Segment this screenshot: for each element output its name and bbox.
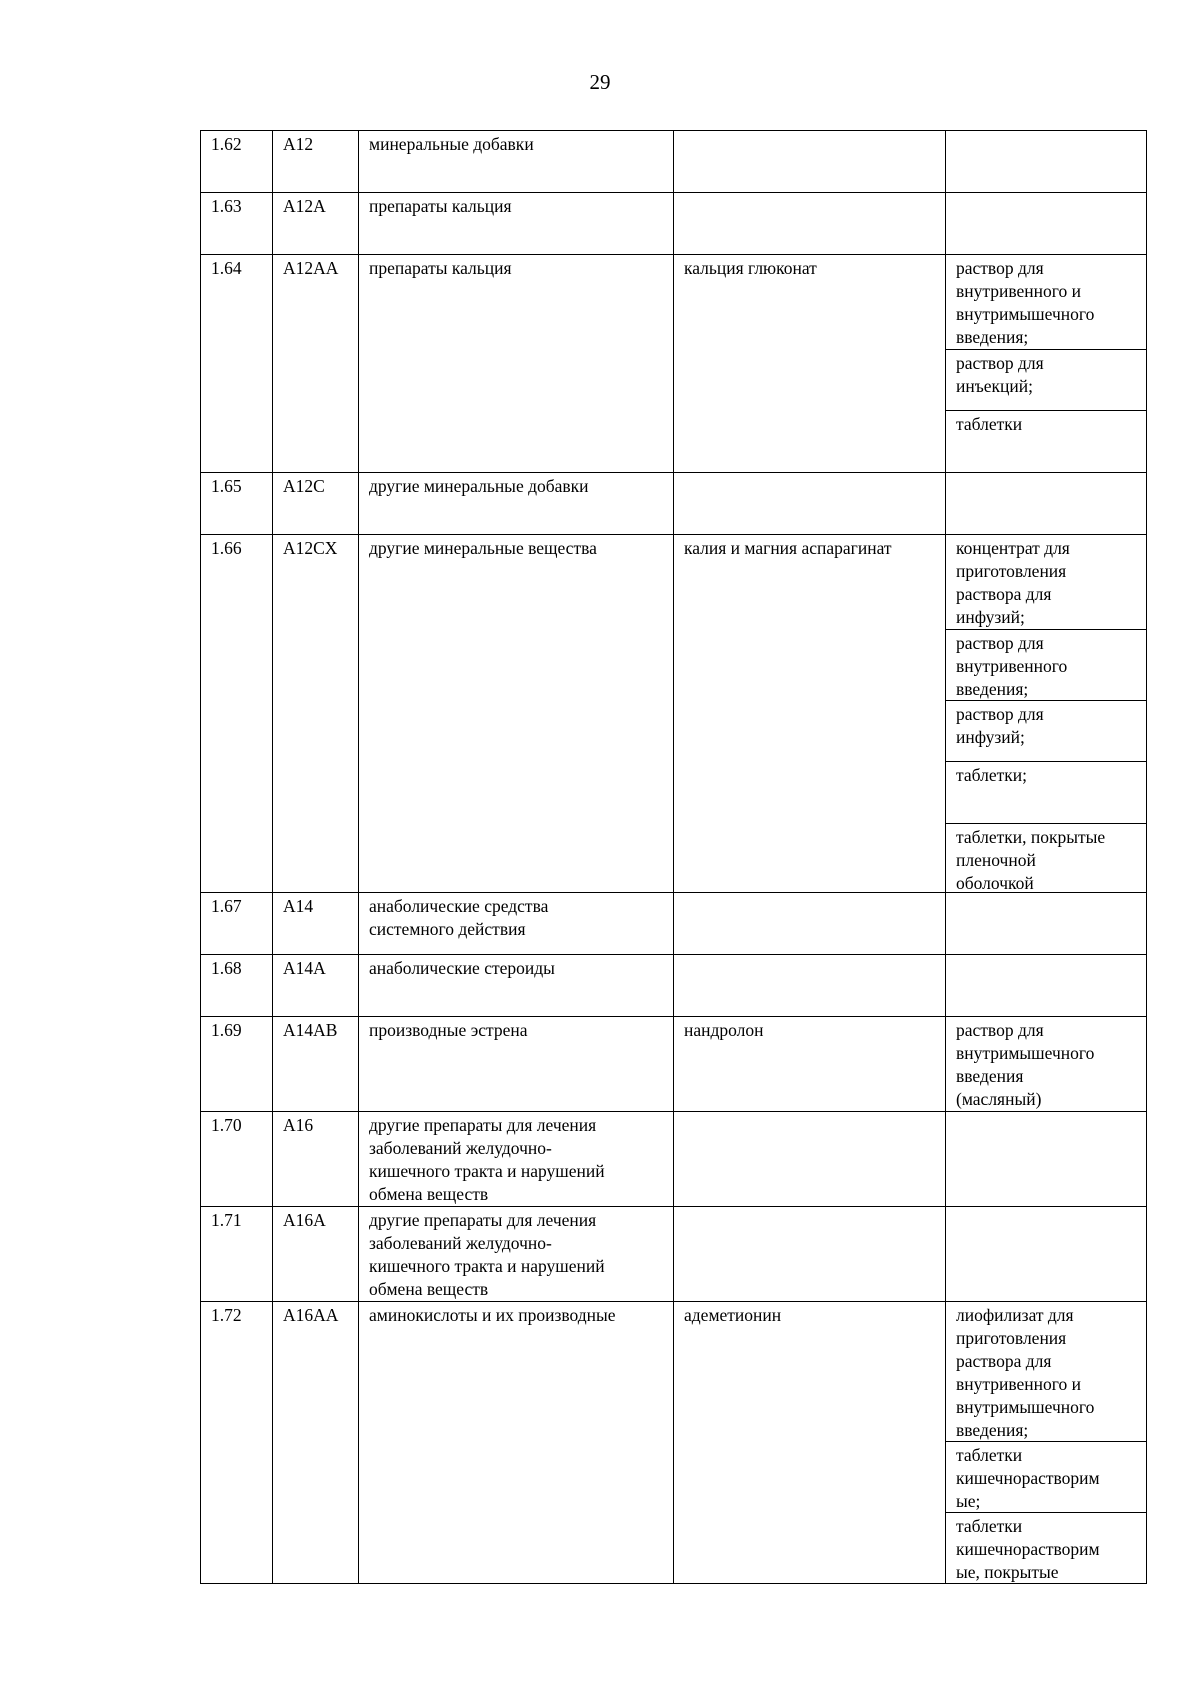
- group-name: препараты кальция: [369, 258, 512, 278]
- row-number-cell: [201, 255, 273, 473]
- dosage-forms-cell: [946, 1302, 1147, 1584]
- atc-code: A12C: [283, 476, 325, 496]
- group-name-cell: [359, 1017, 674, 1112]
- drug-name-cell: [674, 1302, 946, 1584]
- drug-name: [674, 893, 945, 895]
- group-name: аминокислоты и их производные: [369, 1305, 616, 1325]
- drug-name: кальция глюконат: [684, 258, 817, 278]
- dosage-forms-cell: [946, 131, 1147, 193]
- drug-name-cell: [674, 131, 946, 193]
- atc-code-cell: [273, 193, 359, 255]
- group-name: производные эстрена: [369, 1020, 528, 1040]
- dosage-forms-cell: [946, 255, 1147, 473]
- table-row: [201, 1112, 1147, 1207]
- dosage-form: раствор для внутримышечного введения (масляный): [956, 1020, 1095, 1109]
- group-name-cell: [359, 893, 674, 955]
- drug-name-cell: [674, 893, 946, 955]
- atc-code-cell: [273, 893, 359, 955]
- dosage-form: лиофилизат для приготовления раствора для внутривенного и внутримышечного введения;: [956, 1305, 1095, 1440]
- atc-code: A12A: [283, 196, 326, 216]
- atc-code: A14: [283, 896, 314, 916]
- row-number-cell: [201, 1017, 273, 1112]
- group-name-cell: [359, 1207, 674, 1302]
- table-row: [201, 955, 1147, 1017]
- atc-code-cell: [273, 1017, 359, 1112]
- atc-code-cell: [273, 1207, 359, 1302]
- row-number: 1.71: [211, 1210, 242, 1230]
- drug-name-cell: [674, 255, 946, 473]
- group-name: другие препараты для лечения заболеваний желудочно- кишечного тракта и нарушений обмена веществ: [369, 1115, 605, 1204]
- drug-name-cell: [674, 193, 946, 255]
- atc-code-cell: [273, 535, 359, 893]
- row-number: 1.65: [211, 476, 242, 496]
- atc-code-cell: [273, 255, 359, 473]
- group-name-cell: [359, 1112, 674, 1207]
- row-number-cell: [201, 473, 273, 535]
- drug-name-cell: [674, 1112, 946, 1207]
- atc-code: A12: [283, 134, 314, 154]
- drug-name: [674, 473, 945, 475]
- table-row: [201, 255, 1147, 473]
- dosage-forms-cell: [946, 1112, 1147, 1207]
- row-number-cell: [201, 1112, 273, 1207]
- group-name-cell: [359, 473, 674, 535]
- group-name-cell: [359, 131, 674, 193]
- drug-name: адеметионин: [684, 1305, 782, 1325]
- dosage-forms-cell: [946, 473, 1147, 535]
- table-row: [201, 893, 1147, 955]
- drug-name: [674, 1207, 945, 1209]
- drug-name-cell: [674, 1207, 946, 1302]
- group-name-cell: [359, 955, 674, 1017]
- dosage-form: раствор для инъекций;: [946, 349, 1146, 410]
- atc-code: A16: [283, 1115, 314, 1135]
- row-number: 1.62: [211, 134, 242, 154]
- group-name: анаболические средства системного действия: [369, 896, 549, 939]
- drug-name: [674, 131, 945, 133]
- group-name-cell: [359, 193, 674, 255]
- group-name-cell: [359, 255, 674, 473]
- row-number-cell: [201, 131, 273, 193]
- atc-code: A14AB: [283, 1020, 338, 1040]
- atc-code-cell: [273, 473, 359, 535]
- group-name: анаболические стероиды: [369, 958, 555, 978]
- group-name: другие минеральные добавки: [369, 476, 589, 496]
- table-row: [201, 193, 1147, 255]
- dosage-form: таблетки кишечнорастворим ые;: [946, 1441, 1146, 1512]
- dosage-form: таблетки, покрытые пленочной оболочкой: [946, 823, 1146, 892]
- atc-code: A12AA: [283, 258, 339, 278]
- row-number: 1.66: [211, 538, 242, 558]
- dosage-forms-cell: [946, 193, 1147, 255]
- dosage-form: таблетки: [946, 410, 1146, 472]
- dosage-form: раствор для инфузий;: [946, 700, 1146, 761]
- row-number: 1.68: [211, 958, 242, 978]
- atc-code: A16A: [283, 1210, 326, 1230]
- drug-name: нандролон: [684, 1020, 764, 1040]
- dosage-form: раствор для внутривенного введения;: [946, 629, 1146, 700]
- dosage-forms-cell: [946, 893, 1147, 955]
- drug-table: [200, 130, 1147, 1584]
- group-name: другие минеральные вещества: [369, 538, 597, 558]
- row-number-cell: [201, 535, 273, 893]
- group-name-cell: [359, 535, 674, 893]
- atc-code: A12CX: [283, 538, 338, 558]
- table-row: [201, 473, 1147, 535]
- atc-code-cell: [273, 1112, 359, 1207]
- atc-code: A14A: [283, 958, 326, 978]
- page-number: 29: [589, 70, 611, 94]
- dosage-forms-cell: [946, 1017, 1147, 1112]
- dosage-form: таблетки кишечнорастворим ые, покрытые: [946, 1512, 1146, 1583]
- drug-name: [674, 193, 945, 195]
- row-number-cell: [201, 1302, 273, 1584]
- row-number-cell: [201, 955, 273, 1017]
- drug-name: калия и магния аспарагинат: [684, 538, 892, 558]
- row-number: 1.69: [211, 1020, 242, 1040]
- atc-code-cell: [273, 1302, 359, 1584]
- drug-name-cell: [674, 473, 946, 535]
- dosage-form: раствор для внутривенного и внутримышечного введения;: [956, 258, 1095, 347]
- drug-name-cell: [674, 955, 946, 1017]
- table-row: [201, 1302, 1147, 1584]
- group-name: препараты кальция: [369, 196, 512, 216]
- row-number: 1.70: [211, 1115, 242, 1135]
- group-name: минеральные добавки: [369, 134, 534, 154]
- row-number: 1.72: [211, 1305, 242, 1325]
- table-row: [201, 1017, 1147, 1112]
- row-number: 1.64: [211, 258, 242, 278]
- row-number-cell: [201, 893, 273, 955]
- group-name-cell: [359, 1302, 674, 1584]
- row-number-cell: [201, 1207, 273, 1302]
- table-row: [201, 131, 1147, 193]
- drug-name-cell: [674, 535, 946, 893]
- drug-name: [674, 1112, 945, 1114]
- dosage-forms-cell: [946, 1207, 1147, 1302]
- group-name: другие препараты для лечения заболеваний желудочно- кишечного тракта и нарушений обмена веществ: [369, 1210, 605, 1299]
- dosage-forms-cell: [946, 955, 1147, 1017]
- drug-name: [674, 955, 945, 957]
- table-row: [201, 535, 1147, 893]
- atc-code: A16AA: [283, 1305, 339, 1325]
- row-number-cell: [201, 193, 273, 255]
- dosage-form: концентрат для приготовления раствора для инфузий;: [956, 538, 1070, 627]
- row-number: 1.63: [211, 196, 242, 216]
- drug-name-cell: [674, 1017, 946, 1112]
- table-row: [201, 1207, 1147, 1302]
- dosage-form: таблетки;: [946, 761, 1146, 823]
- row-number: 1.67: [211, 896, 242, 916]
- atc-code-cell: [273, 131, 359, 193]
- dosage-forms-cell: [946, 535, 1147, 893]
- atc-code-cell: [273, 955, 359, 1017]
